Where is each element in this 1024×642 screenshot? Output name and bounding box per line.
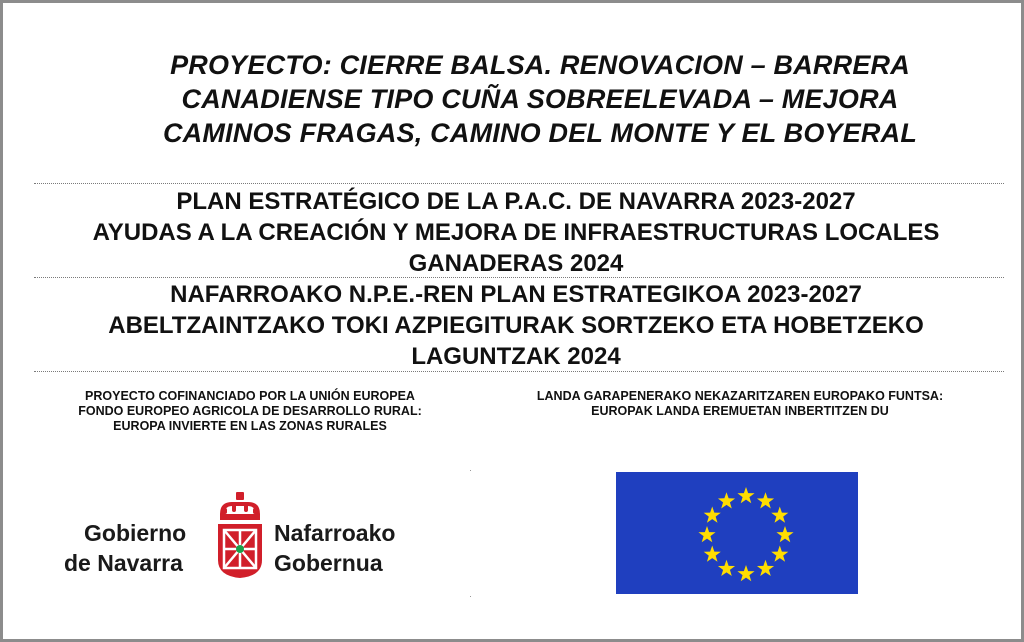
plan-spanish-line-3: GANADERAS 2024	[408, 250, 624, 277]
eu-star-icon	[737, 565, 754, 581]
eu-star-icon	[737, 487, 754, 503]
divider	[34, 277, 1004, 278]
project-title	[60, 48, 1020, 150]
eu-star-icon	[776, 526, 793, 542]
eu-stars	[616, 472, 858, 594]
eu-star-icon	[771, 546, 788, 562]
cofinance-basque-line-1: LANDA GARAPENERAKO NEKAZARITZAREN EUROPAKO FUNTSA:	[536, 389, 944, 403]
cofinance-spanish-line-1: PROYECTO COFINANCIADO POR LA UNIÓN EUROPEA	[85, 389, 415, 403]
plan-spanish-line-1: PLAN ESTRATÉGICO DE LA P.A.C. DE NAVARRA 2023-2027	[176, 188, 856, 215]
plan-basque-line-1: NAFARROAKO N.P.E.-REN PLAN ESTRATEGIKOA 2023-2027	[170, 281, 862, 308]
eu-star-icon	[718, 560, 735, 576]
logo-text-gobernua: Gobernua	[274, 550, 383, 576]
crop-mark	[470, 596, 471, 597]
cofinance-spanish-line-3: EUROPA INVIERTE EN LAS ZONAS RURALES	[113, 419, 387, 433]
divider	[34, 371, 1004, 372]
cofinance-spanish	[30, 389, 470, 434]
eu-star-icon	[704, 546, 721, 562]
plan-basque-line-3: LAGUNTZAK 2024	[411, 343, 621, 370]
gobierno-navarra-logo	[62, 490, 434, 580]
cofinance-basque-line-2: EUROPAK LANDA EREMUETAN INBERTITZEN DU	[591, 404, 889, 418]
eu-star-icon	[704, 507, 721, 523]
eu-star-icon	[771, 507, 788, 523]
logo-text-gobierno: Gobierno	[84, 520, 187, 546]
plan-basque-line-2: ABELTZAINTZAKO TOKI AZPIEGITURAK SORTZEKO ETA HOBETZEKO	[108, 312, 924, 339]
project-title-line-2: CANADIENSE TIPO CUÑA SOBREELEVADA – MEJORA	[181, 84, 899, 114]
logo-text-de-navarra: de Navarra	[64, 550, 183, 576]
eu-star-icon	[718, 492, 735, 508]
eu-star-icon	[757, 560, 774, 576]
plan-spanish-line-2: AYUDAS A LA CREACIÓN Y MEJORA DE INFRAESTRUCTURAS LOCALES	[92, 219, 940, 246]
cofinance-basque	[480, 389, 1000, 419]
navarra-coat-of-arms-icon	[212, 490, 268, 580]
eu-star-icon	[757, 492, 774, 508]
cofinance-spanish-line-2: FONDO EUROPEO AGRICOLA DE DESARROLLO RURAL:	[78, 404, 422, 418]
divider	[34, 183, 1004, 184]
plan-spanish	[14, 186, 1018, 279]
eu-flag-icon	[616, 472, 858, 594]
plan-basque	[14, 279, 1018, 372]
crop-mark	[470, 470, 471, 471]
eu-star-icon	[698, 526, 715, 542]
logo-text-nafarroako: Nafarroako	[274, 520, 396, 546]
project-title-line-3: CAMINOS FRAGAS, CAMINO DEL MONTE Y EL BOYERAL	[162, 118, 918, 148]
project-title-line-1: PROYECTO: CIERRE BALSA. RENOVACION – BARRERA	[170, 50, 910, 80]
